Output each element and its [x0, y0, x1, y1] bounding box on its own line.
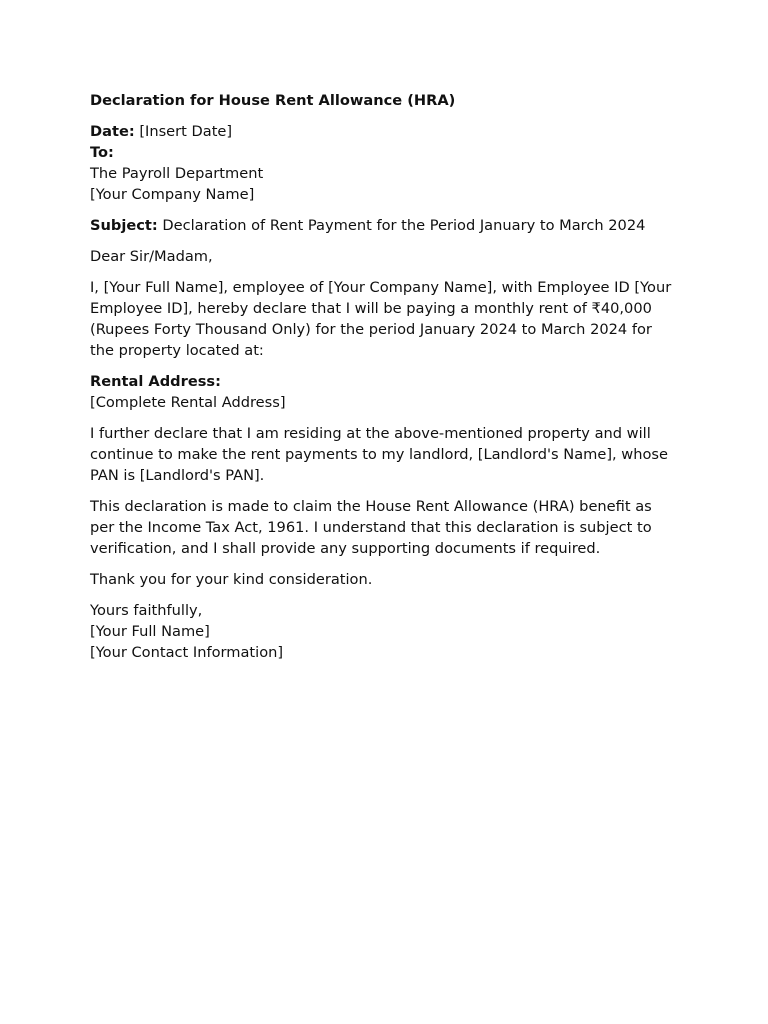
document-page — [90, 90, 680, 673]
header-block — [90, 121, 680, 205]
document-title: Declaration for House Rent Allowance (HRA) — [90, 92, 456, 109]
rental-address-block — [90, 371, 680, 413]
signature-block — [90, 600, 680, 663]
recipient-line-2: [Your Company Name] — [90, 186, 255, 203]
subject-label: Subject: — [90, 217, 158, 234]
date-value: [Insert Date] — [134, 123, 233, 140]
signature-name: [Your Full Name] — [90, 623, 210, 640]
to-label: To: — [90, 144, 114, 161]
closing: Yours faithfully, — [90, 602, 203, 619]
signature-contact: [Your Contact Information] — [90, 644, 284, 661]
thanks-line: Thank you for your kind consideration. — [90, 571, 373, 588]
date-label: Date: — [90, 123, 135, 140]
date-line — [90, 121, 680, 142]
subject-value: Declaration of Rent Payment for the Period January to March 2024 — [157, 217, 646, 234]
body-paragraph-3: This declaration is made to claim the House Rent Allowance (HRA) benefit as per the Income Tax Act, 1961. I understand that this declaration is subject to verification, and I shall provide any supporting documents if required. — [90, 498, 652, 557]
body-paragraph-2: I further declare that I am residing at the above-mentioned property and will continue to make the rent payments to my landlord, [Landlord's Name], whose PAN is [Landlord's PAN]. — [90, 425, 669, 484]
salutation: Dear Sir/Madam, — [90, 248, 213, 265]
rental-address-value: [Complete Rental Address] — [90, 394, 286, 411]
recipient-line-1: The Payroll Department — [90, 165, 264, 182]
rental-address-label: Rental Address: — [90, 373, 221, 390]
body-paragraph-1: I, [Your Full Name], employee of [Your Company Name], with Employee ID [Your Employee ID], hereby declare that I will be paying a monthly rent of ₹40,000 (Rupees Forty Thousand Only) for the period January 2024 to March 2024 for the property located at: — [90, 279, 672, 359]
subject-line — [90, 215, 680, 236]
